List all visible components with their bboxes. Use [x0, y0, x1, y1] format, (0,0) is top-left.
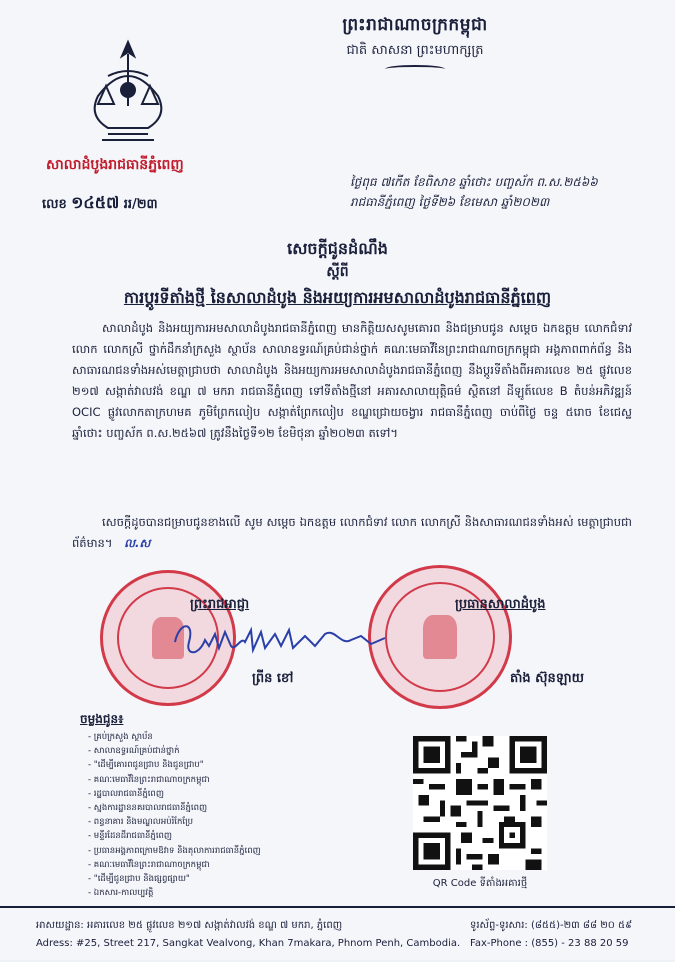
reference-number: [42, 192, 158, 216]
president-title: ប្រធានសាលាដំបូង: [455, 597, 546, 612]
lunar-date: ថ្ងៃពុធ ៧កើត ខែពិសាខ ឆ្នាំថោះ បញ្ចស័ក ព.ស.២៥៦៦: [350, 175, 598, 189]
kingdom-title: ព្រះរាជាណាចក្រកម្ពុជា: [342, 15, 488, 35]
body-paragraph-2: [72, 512, 632, 554]
ref-label: លេខ: [42, 197, 67, 212]
list-item: - គណៈមេធាវីនៃព្រះរាជាណាចក្រកម្ពុជា: [88, 858, 388, 872]
court-name: សាលាដំបូងរាជធានីភ្នំពេញ: [46, 157, 184, 173]
solar-date: រាជធានីភ្នំពេញ ថ្ងៃទី២៦ ខែមេសា ឆ្នាំ២០២៣: [350, 195, 550, 209]
list-item: - ប្រធានអង្គភាពក្រោមឱវាទ និងតុលាការរាជធានីភ្នំពេញ: [88, 844, 388, 858]
body-paragraph-2-text: សេចក្ដីដូចបានជម្រាបជូនខាងលើ សូម សម្ដេច ឯកឧត្ដម លោកជំទាវ លោក លោកស្រី និងសាធារណជនទាំងអស់ មេត្តាជ្រាបជាព័ត៌មាន។: [72, 515, 632, 550]
list-item: - ឯកសារ-កាលប្បវត្តិ: [88, 886, 388, 900]
notice-subtitle: ស្ដីពី: [326, 264, 349, 280]
header-ornament: [385, 65, 445, 73]
president-name: តាំង ស៊ុនឡាយ: [510, 671, 585, 686]
cc-list: [88, 730, 388, 900]
date-block: [350, 172, 650, 212]
national-motto: ជាតិ សាសនា ព្រះមហាក្សត្រ: [346, 43, 484, 58]
kingdom-header: [290, 14, 540, 73]
notice-subject: ការប្ដូរទីតាំងថ្មី នៃសាលាដំបូង និងអយ្យការអមសាលាដំបូងរាជធានីភ្នំពេញ: [123, 288, 552, 307]
ref-suffix: ររ/២៣: [123, 197, 158, 212]
prosecutor-title: ព្រះរាជអាជ្ញា: [190, 597, 250, 612]
list-item: - ពន្ធនាគារ និងមណ្ឌលអប់រំកែប្រែ: [88, 815, 388, 829]
footer-address-khmer: អាសយដ្ឋាន: អគារលេខ ២៥ ផ្លូវលេខ ២១៧ សង្កាត់វាលវង់ ខណ្ឌ ៧ មករា, ភ្នំពេញ: [36, 920, 343, 931]
list-item: - "ដើម្បីគោរពជូនជ្រាប និងជូនជ្រាប": [88, 758, 388, 772]
prosecutor-name: ព្រីន ខៅ: [252, 671, 294, 686]
list-item: - សាលាឧទ្ធរណ៍គ្រប់ជាន់ថ្នាក់: [88, 744, 388, 758]
footer-phone-khmer: ទូរស័ព្ទ-ទូរសារ: (៨៥៥)-២៣ ៨៨ ២០ ៥៩: [470, 920, 633, 931]
qr-caption: QR Code ទីតាំងអគារថ្មី: [432, 878, 528, 889]
signature-icon: [165, 612, 395, 664]
ref-number: ១៤៥៧: [71, 193, 120, 212]
list-item: - រដ្ឋបាលរាជធានីភ្នំពេញ: [88, 787, 388, 801]
notice-title: សេចក្ដីជូនដំណឹង: [287, 239, 388, 258]
footer-phone-english: Fax-Phone : (855) - 23 88 20 59: [470, 938, 629, 949]
list-item: - គណៈមេធាវីនៃព្រះរាជាណាចក្រកម្ពុជា: [88, 773, 388, 787]
footer: [0, 906, 675, 962]
list-item: - មន្ទីរដែនដីរាជធានីភ្នំពេញ: [88, 829, 388, 843]
list-item: - ស្នងការដ្ឋាននគរបាលរាជធានីភ្នំពេញ: [88, 801, 388, 815]
court-emblem-icon: [78, 36, 178, 148]
handwritten-initials: ល.ស: [124, 536, 151, 550]
list-item: - គ្រប់ក្រសួង ស្ថាប័ន: [88, 730, 388, 744]
body-paragraph-1: សាលាដំបូង និងអយ្យការអមសាលាដំបូងរាជធានីភ្នំពេញ មានកិត្តិយសសូមគោរព និងជម្រាបជូន សម្ដេច ឯកឧត្ដម លោកជំទាវ លោក លោកស្រី ថ្នាក់ដឹកនាំក្រសួង ស្ថាប័ន សាលាឧទ្ធរណ៍គ្រប់ជាន់ថ្នាក់ គណៈមេធាវីនៃព្រះរាជាណាចក្រកម្ពុជា អង្គភាពពាក់ព័ន្ធ និងសាធារណជនទាំងអស់មេត្តាជ្រាបថា សាលាដំបូង និងអយ្យការអមសាលាដំបូងរាជធានីភ្នំពេញ នឹងប្ដូរទីតាំងពីអគារលេខ ២៥ ផ្លូវលេខ ២១៧ សង្កាត់វាលវង់ ខណ្ឌ ៧ មករា រាជធានីភ្នំពេញ ទៅទីតាំងថ្មីនៅ អគារសាលាយុត្តិធម៌ ស្ថិតនៅ ដីឡូត៍លេខ B តំបន់អភិវឌ្ឍន៍ OCIC ផ្លូវលោកតាក្រហមគ ភូមិព្រែកលៀប សង្កាត់ព្រែកលៀប ខណ្ឌជ្រោយចង្វារ រាជធានីភ្នំពេញ ចាប់ពីថ្ងៃ ចន្ទ ៥រោច ខែជេស្ឋ ឆ្នាំថោះ បញ្ចស័ក ព.ស.២៥៦៧ ត្រូវនឹងថ្ងៃទី១២ ខែមិថុនា ឆ្នាំ២០២៣ តទៅ។: [72, 321, 632, 440]
list-item: - "ដើម្បីជូនជ្រាប និងផ្សព្វផ្សាយ": [88, 872, 388, 886]
cc-title: ចម្លងជូន៖: [80, 712, 124, 726]
qr-code-icon[interactable]: [413, 736, 547, 870]
footer-address-english: Adress: #25, Street 217, Sangkat Vealvong, Khan 7makara, Phnom Penh, Cambodia.: [36, 938, 461, 949]
